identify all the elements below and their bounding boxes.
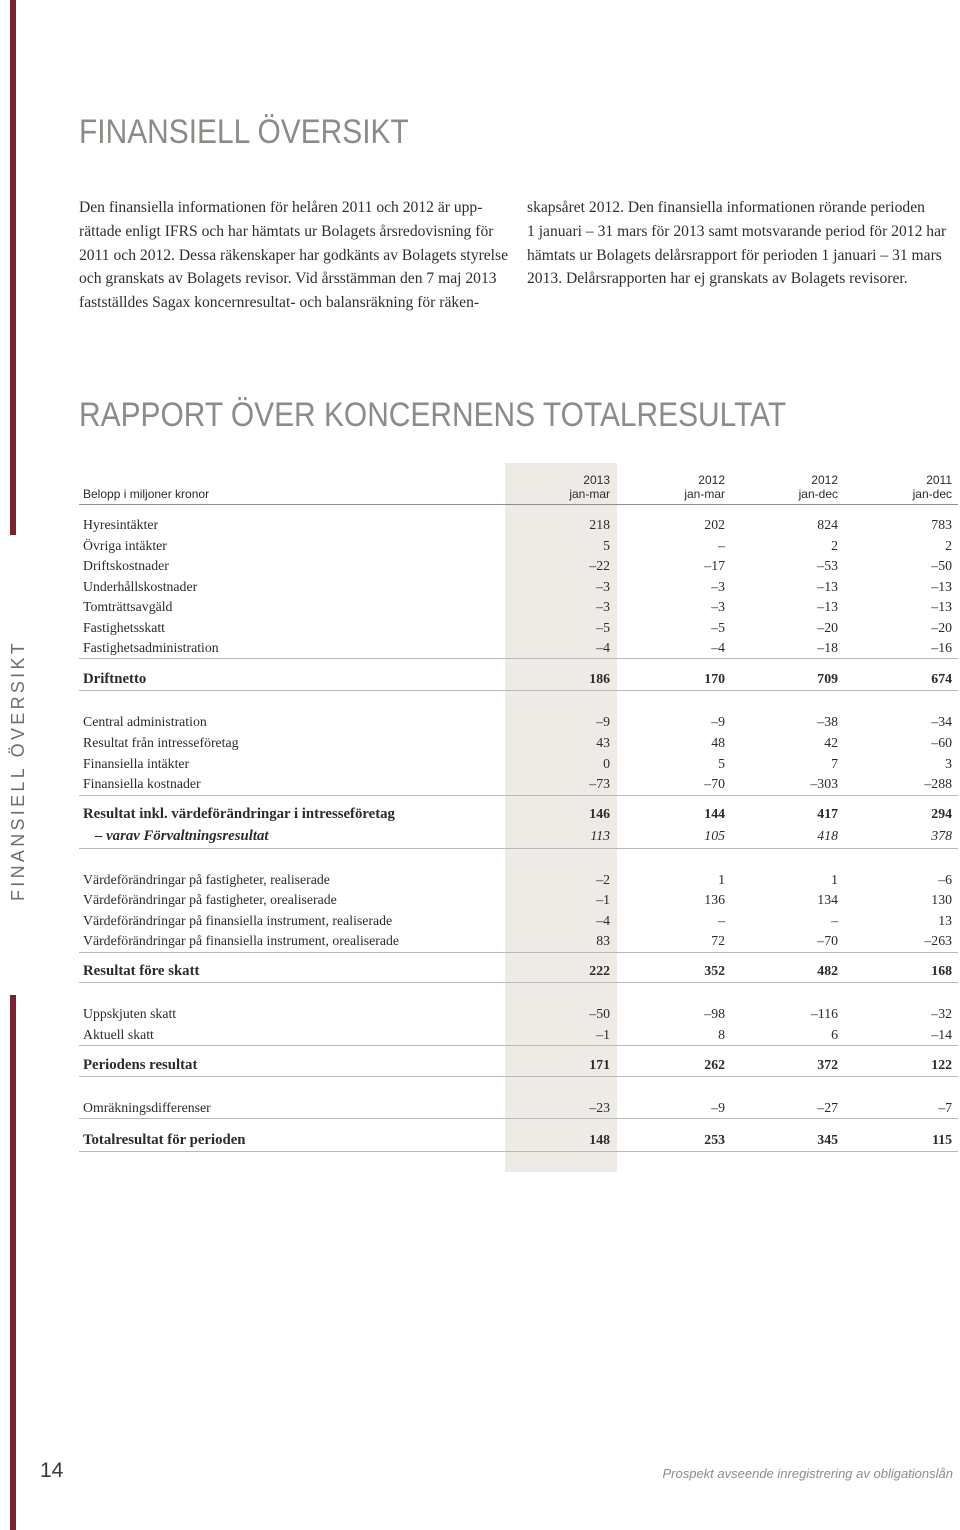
- row-value-2012-jan-dec: –: [831, 913, 838, 928]
- row-label: Värdeförändringar på finansiella instrument, realiserade: [83, 913, 393, 928]
- row-label: Fastighetsadministration: [83, 640, 219, 655]
- row-label: Värdeförändringar på finansiella instrument, orealiserade: [83, 933, 400, 948]
- table-rule: [79, 795, 958, 796]
- column-year: 2013: [583, 473, 610, 487]
- row-value-2012-jan-mar: 352: [704, 963, 725, 978]
- intro-column-right: [527, 196, 946, 291]
- row-label: Totalresultat för perioden: [83, 1132, 246, 1148]
- intro-line: fastställdes Sagax koncernresultat- och balansräkning för räken-: [79, 294, 480, 312]
- row-value-2012-jan-dec: –13: [817, 599, 838, 614]
- table-rule: [79, 952, 958, 953]
- row-value-2011-jan-dec: –32: [931, 1006, 952, 1021]
- table-row: [0, 557, 960, 575]
- row-value-2013-jan-mar: –3: [596, 599, 610, 614]
- row-value-2011-jan-dec: –34: [931, 714, 952, 729]
- column-period: jan-mar: [569, 487, 610, 501]
- publication-title: Prospekt avseende inregistrering av obligationslån: [662, 1466, 953, 1481]
- table-rule: [79, 982, 958, 983]
- row-value-2012-jan-mar: –98: [704, 1006, 725, 1021]
- row-value-2012-jan-dec: –27: [817, 1100, 838, 1115]
- row-value-2012-jan-dec: 418: [817, 828, 838, 843]
- intro-line: 2011 och 2012. Dessa räkenskaper har godkänts av Bolagets styrelse: [79, 246, 509, 264]
- row-value-2013-jan-mar: –3: [596, 579, 610, 594]
- row-value-2012-jan-mar: 144: [704, 806, 725, 821]
- table-row: [0, 775, 960, 793]
- intro-column-left: [79, 196, 508, 315]
- row-value-2013-jan-mar: –5: [596, 620, 610, 635]
- row-value-2013-jan-mar: –4: [596, 913, 610, 928]
- intro-line: och granskats av Bolagets revisor. Vid årsstämman den 7 maj 2013: [79, 270, 497, 288]
- row-value-2012-jan-mar: –5: [711, 620, 725, 635]
- row-value-2012-jan-mar: 136: [704, 892, 725, 907]
- row-value-2013-jan-mar: –2: [596, 872, 610, 887]
- row-value-2013-jan-mar: –1: [596, 1027, 610, 1042]
- row-value-2013-jan-mar: –73: [589, 776, 610, 791]
- table-row: [0, 1026, 960, 1044]
- row-label: Värdeförändringar på fastigheter, realiserade: [83, 872, 330, 887]
- row-value-2012-jan-dec: –38: [817, 714, 838, 729]
- page-number: 14: [40, 1459, 64, 1482]
- row-label: Periodens resultat: [83, 1057, 198, 1073]
- column-header-2012-jan-mar: [645, 473, 725, 501]
- unit-label: Belopp i miljoner kronor: [83, 487, 210, 501]
- row-value-2013-jan-mar: 186: [589, 671, 610, 686]
- table-rule: [79, 658, 958, 659]
- table-row: [0, 639, 960, 657]
- row-value-2012-jan-dec: 372: [817, 1057, 838, 1072]
- row-value-2012-jan-dec: 2: [831, 538, 838, 553]
- row-value-2012-jan-dec: 824: [817, 517, 838, 532]
- accent-bar-bottom: [10, 995, 16, 1530]
- row-value-2011-jan-dec: 115: [932, 1132, 952, 1147]
- row-value-2012-jan-dec: 345: [817, 1132, 838, 1147]
- column-period: jan-dec: [912, 487, 952, 501]
- row-value-2011-jan-dec: 3: [945, 756, 952, 771]
- row-value-2013-jan-mar: –50: [589, 1006, 610, 1021]
- row-label: Omräkningsdifferenser: [83, 1100, 211, 1115]
- intro-line: 1 januari – 31 mars för 2013 samt motsvarande period för 2012 har: [527, 222, 947, 240]
- row-label: Resultat före skatt: [83, 963, 200, 979]
- row-label: – varav Förvaltningsresultat: [95, 828, 269, 844]
- row-value-2012-jan-dec: 134: [817, 892, 838, 907]
- row-value-2011-jan-dec: –60: [931, 735, 952, 750]
- row-value-2012-jan-mar: –9: [711, 1100, 725, 1115]
- table-row: [0, 912, 960, 930]
- row-value-2013-jan-mar: –1: [596, 892, 610, 907]
- row-label: Fastighetsskatt: [83, 620, 166, 635]
- row-value-2012-jan-mar: –3: [711, 579, 725, 594]
- row-value-2011-jan-dec: 783: [931, 517, 952, 532]
- row-value-2012-jan-dec: –20: [817, 620, 838, 635]
- row-value-2011-jan-dec: 130: [931, 892, 952, 907]
- row-value-2013-jan-mar: 148: [589, 1132, 610, 1147]
- row-label: Aktuell skatt: [83, 1027, 154, 1042]
- row-value-2011-jan-dec: –14: [931, 1027, 952, 1042]
- row-value-2013-jan-mar: 0: [603, 756, 610, 771]
- row-label: Resultat från intresseföretag: [83, 735, 239, 750]
- row-value-2011-jan-dec: –7: [938, 1100, 952, 1115]
- row-label: Finansiella kostnader: [83, 776, 201, 791]
- row-label: Hyresintäkter: [83, 517, 159, 532]
- row-value-2012-jan-mar: –4: [711, 640, 725, 655]
- table-row: [0, 1005, 960, 1023]
- row-value-2012-jan-dec: 6: [831, 1027, 838, 1042]
- table-rule: [79, 1076, 958, 1077]
- column-period: jan-dec: [798, 487, 838, 501]
- row-value-2011-jan-dec: –13: [931, 599, 952, 614]
- row-value-2012-jan-dec: 709: [817, 671, 838, 686]
- table-row-subtotal: [0, 962, 960, 980]
- page-title: FINANSIELL ÖVERSIKT: [79, 113, 409, 151]
- row-value-2012-jan-mar: –70: [704, 776, 725, 791]
- column-period: jan-mar: [684, 487, 725, 501]
- table-row: [0, 1099, 960, 1117]
- table-row-total: [0, 1131, 960, 1149]
- row-value-2012-jan-mar: 1: [718, 872, 725, 887]
- row-value-2012-jan-mar: 105: [704, 828, 725, 843]
- row-value-2012-jan-dec: 417: [817, 806, 838, 821]
- row-value-2013-jan-mar: –22: [589, 558, 610, 573]
- row-value-2011-jan-dec: 2: [945, 538, 952, 553]
- table-header-rule: [79, 504, 958, 505]
- table-row-subtotal: [0, 805, 960, 823]
- row-value-2011-jan-dec: 13: [938, 913, 952, 928]
- row-value-2013-jan-mar: 5: [603, 538, 610, 553]
- table-row: [0, 871, 960, 889]
- intro-line: Den finansiella informationen för helåren 2011 och 2012 är upp-: [79, 199, 483, 216]
- row-label: Resultat inkl. värdeförändringar i intresseföretag: [83, 806, 395, 822]
- table-row: [0, 598, 960, 616]
- row-label: Underhållskostnader: [83, 579, 198, 594]
- row-label: Central administration: [83, 714, 207, 729]
- row-value-2013-jan-mar: 83: [596, 933, 610, 948]
- row-value-2011-jan-dec: 674: [931, 671, 952, 686]
- row-value-2013-jan-mar: –9: [596, 714, 610, 729]
- column-year: 2012: [811, 473, 838, 487]
- column-header-2011-jan-dec: [872, 473, 952, 501]
- intro-line: rättade enligt IFRS och har hämtats ur Bolagets årsredovisning för: [79, 222, 494, 240]
- row-value-2012-jan-mar: –17: [704, 558, 725, 573]
- row-value-2012-jan-dec: 42: [824, 735, 838, 750]
- row-value-2012-jan-dec: –116: [810, 1006, 838, 1021]
- table-row: [0, 734, 960, 752]
- row-label: Finansiella intäkter: [83, 756, 190, 771]
- row-value-2011-jan-dec: 294: [931, 806, 952, 821]
- row-value-2011-jan-dec: 378: [931, 828, 952, 843]
- row-value-2012-jan-dec: 7: [831, 756, 838, 771]
- table-row: [0, 713, 960, 731]
- row-value-2011-jan-dec: –13: [931, 579, 952, 594]
- row-value-2011-jan-dec: 122: [931, 1057, 952, 1072]
- row-value-2012-jan-mar: –: [718, 538, 725, 553]
- row-value-2013-jan-mar: 171: [589, 1057, 610, 1072]
- row-label: Uppskjuten skatt: [83, 1006, 177, 1021]
- row-value-2012-jan-mar: –9: [711, 714, 725, 729]
- intro-line: skapsåret 2012. Den finansiella informationen rörande perioden: [527, 199, 925, 216]
- row-value-2012-jan-mar: 8: [718, 1027, 725, 1042]
- row-value-2011-jan-dec: –50: [931, 558, 952, 573]
- table-row: [0, 891, 960, 909]
- row-value-2011-jan-dec: –6: [938, 872, 952, 887]
- row-value-2011-jan-dec: –16: [931, 640, 952, 655]
- intro-line: 2013. Delårsrapporten har ej granskats av Bolagets revisorer.: [527, 270, 908, 288]
- table-row-sub-item: [0, 827, 960, 845]
- row-value-2013-jan-mar: 222: [589, 963, 610, 978]
- row-value-2012-jan-dec: –18: [817, 640, 838, 655]
- table-rule: [79, 690, 958, 691]
- row-value-2012-jan-mar: 72: [711, 933, 725, 948]
- table-row: [0, 932, 960, 950]
- row-value-2012-jan-dec: –53: [817, 558, 838, 573]
- row-value-2012-jan-mar: 253: [704, 1132, 725, 1147]
- row-value-2011-jan-dec: –20: [931, 620, 952, 635]
- row-value-2013-jan-mar: –4: [596, 640, 610, 655]
- row-value-2012-jan-mar: 5: [718, 756, 725, 771]
- row-value-2012-jan-mar: 202: [704, 517, 725, 532]
- table-rule: [79, 848, 958, 849]
- column-header-2013-jan-mar: [530, 473, 610, 501]
- accent-bar-top: [10, 0, 16, 535]
- table-row-subtotal: [0, 1056, 960, 1074]
- table-row: [0, 578, 960, 596]
- column-header-2012-jan-dec: [758, 473, 838, 501]
- table-rule: [79, 1045, 958, 1046]
- section-side-label: FINANSIELL ÖVERSIKT: [8, 639, 28, 901]
- row-value-2012-jan-dec: 1: [831, 872, 838, 887]
- row-value-2011-jan-dec: –288: [924, 776, 952, 791]
- row-value-2013-jan-mar: 146: [589, 806, 610, 821]
- column-year: 2012: [698, 473, 725, 487]
- row-value-2013-jan-mar: 43: [596, 735, 610, 750]
- row-value-2013-jan-mar: 218: [589, 517, 610, 532]
- row-label: Driftnetto: [83, 671, 147, 687]
- row-value-2012-jan-dec: –303: [810, 776, 838, 791]
- row-value-2012-jan-mar: –: [718, 913, 725, 928]
- row-value-2011-jan-dec: 168: [931, 963, 952, 978]
- column-year: 2011: [926, 473, 952, 487]
- row-value-2013-jan-mar: 113: [590, 828, 610, 843]
- report-title: RAPPORT ÖVER KONCERNENS TOTALRESULTAT: [79, 396, 787, 434]
- table-row: [0, 537, 960, 555]
- row-label: Driftskostnader: [83, 558, 169, 573]
- row-value-2013-jan-mar: –23: [589, 1100, 610, 1115]
- row-value-2012-jan-mar: 262: [704, 1057, 725, 1072]
- table-rule: [79, 1118, 958, 1119]
- row-value-2012-jan-dec: –13: [817, 579, 838, 594]
- table-row-subtotal: [0, 670, 960, 688]
- table-rule: [79, 1151, 958, 1152]
- row-value-2011-jan-dec: –263: [924, 933, 952, 948]
- row-value-2012-jan-mar: 48: [711, 735, 725, 750]
- row-value-2012-jan-mar: 170: [704, 671, 725, 686]
- row-label: Värdeförändringar på fastigheter, orealiserade: [83, 892, 337, 907]
- table-row: [0, 516, 960, 534]
- row-value-2012-jan-dec: –70: [817, 933, 838, 948]
- intro-line: hämtats ur Bolagets delårsrapport för perioden 1 januari – 31 mars: [527, 246, 942, 264]
- row-label: Övriga intäkter: [83, 538, 167, 553]
- row-value-2012-jan-dec: 482: [817, 963, 838, 978]
- table-row: [0, 619, 960, 637]
- row-label: Tomträttsavgäld: [83, 599, 173, 614]
- table-row: [0, 755, 960, 773]
- row-value-2012-jan-mar: –3: [711, 599, 725, 614]
